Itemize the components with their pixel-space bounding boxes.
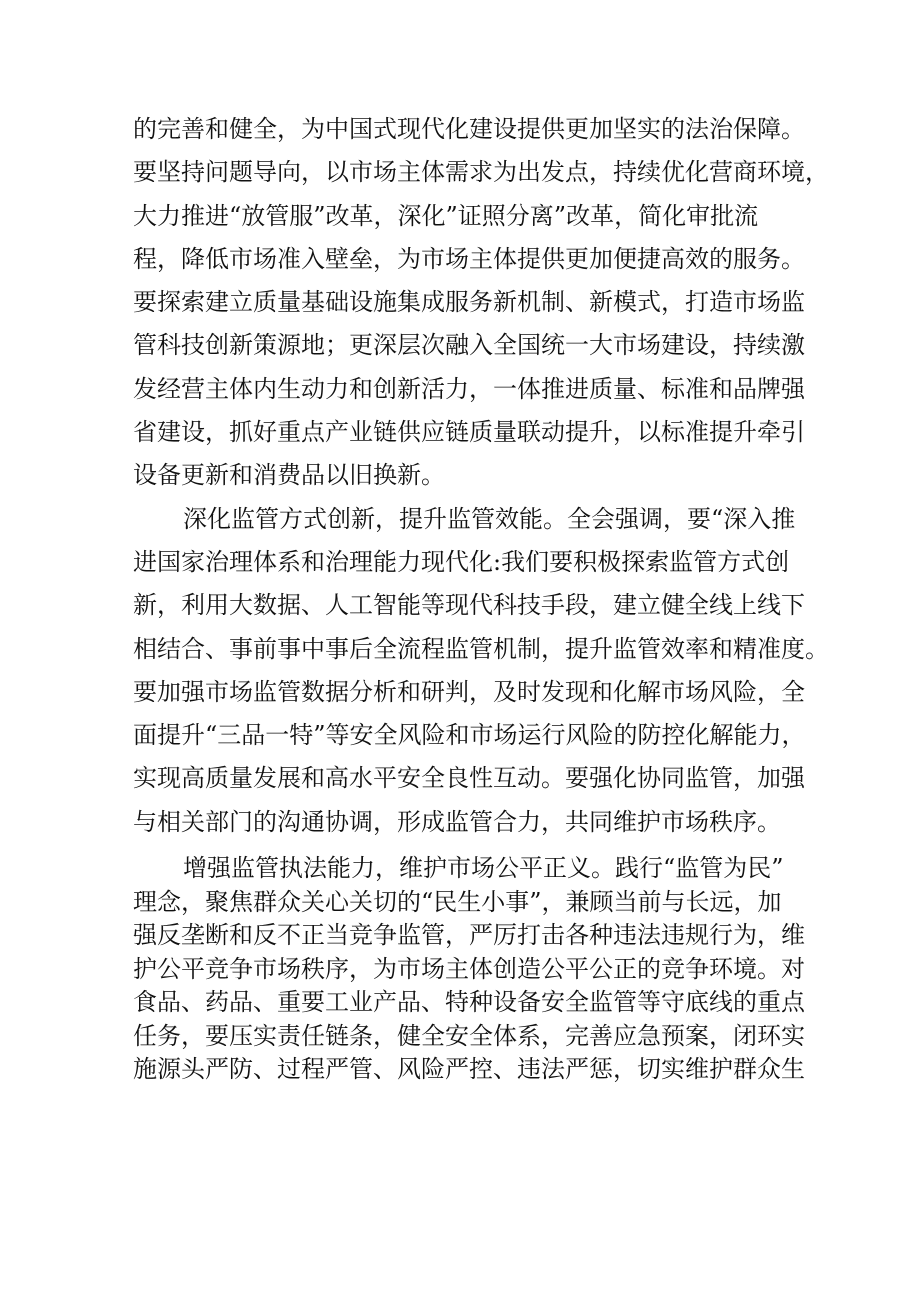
paragraph-line: 相结合、事前事中事后全流程监管机制，提升监管效率和精准度。 (133, 634, 829, 663)
paragraph-1 (133, 108, 829, 498)
paragraph-line: 省建设，抓好重点产业链供应链质量联动提升，以标准提升牵引 (133, 418, 805, 447)
paragraph-line: 实现高质量发展和高水平安全良性互动。要强化协同监管，加强 (133, 764, 805, 793)
paragraph-line: 设备更新和消费品以旧换新。 (133, 461, 445, 490)
document-body (133, 108, 829, 1087)
paragraph-line: 新，利用大数据、人工智能等现代科技手段，建立健全线上线下 (133, 591, 805, 620)
paragraph-line: 大力推进“放管服”改革，深化”证照分离”改革，简化审批流 (133, 201, 759, 230)
paragraph-line: 进国家治理体系和治理能力现代化:我们要积极探索监管方式创 (133, 547, 790, 576)
paragraph-line: 强反垄断和反不正当竞争监管，严厉打击各种违法违规行为，维 (133, 921, 805, 950)
paragraph-line: 护公平竞争市场秩序，为市场主体创造公平公正的竞争环境。对 (133, 954, 805, 983)
paragraph-line: 增强监管执法能力，维护市场公平正义。践行“监管为民” (183, 854, 784, 883)
paragraph-line: 要探索建立质量基础设施集成服务新机制、新模式，打造市场监 (133, 288, 805, 317)
paragraph-line: 面提升“三品一特”等安全风险和市场运行风险的防控化解能力， (133, 721, 806, 750)
paragraph-line: 施源头严防、过程严管、风险严控、违法严惩，切实维护群众生 (133, 1055, 805, 1084)
paragraph-line: 深化监管方式创新，提升监管效能。全会强调，要“深入推 (183, 504, 796, 533)
paragraph-line: 食品、药品、重要工业产品、特种设备安全监管等守底线的重点 (133, 988, 805, 1017)
paragraph-line: 要加强市场监管数据分析和研判，及时发现和化解市场风险，全 (133, 677, 805, 706)
paragraph-line: 的完善和健全，为中国式现代化建设提供更加坚实的法治保障。 (133, 115, 805, 143)
paragraph-line: 与相关部门的沟通协调，形成监管合力，共同维护市场秩序。 (133, 807, 781, 836)
paragraph-line: 发经营主体内生动力和创新活力，一体推进质量、标准和品牌强 (133, 374, 805, 403)
paragraph-line: 管科技创新策源地；更深层次融入全国统一大市场建设，持续激 (133, 331, 805, 360)
paragraph-line: 理念，聚焦群众关心关切的“民生小事”，兼顾当前与长远，加 (133, 887, 782, 916)
paragraph-2 (133, 498, 829, 844)
paragraph-line: 任务，要压实责任链条，健全安全体系，完善应急预案，闭环实 (133, 1021, 805, 1050)
paragraph-3 (133, 852, 805, 1087)
paragraph-line: 要坚持问题导向，以市场主体需求为出发点，持续优化营商环境， (133, 158, 829, 187)
paragraph-line: 程，降低市场准入壁垒，为市场主体提供更加便捷高效的服务。 (133, 244, 805, 273)
